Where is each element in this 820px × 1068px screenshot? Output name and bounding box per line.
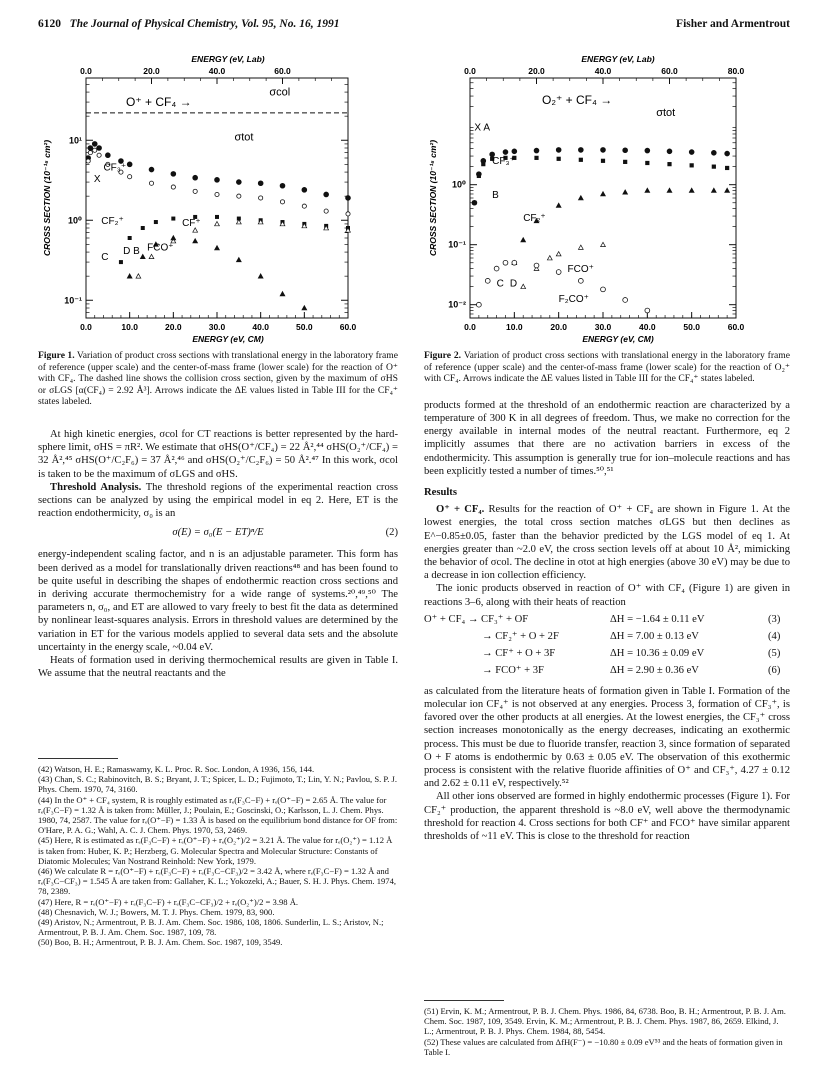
- fig1-label-x: X: [93, 174, 101, 186]
- data-point: [645, 308, 650, 313]
- fig1-reaction-label: O⁺ + CF₄ →: [126, 95, 192, 109]
- x2-tick-label: 20.0: [528, 66, 545, 76]
- fig1-y-axis-label: CROSS SECTION (10⁻¹⁶ cm²): [42, 139, 52, 257]
- fig1-label-sigma-col: σcol: [269, 86, 291, 99]
- fig1-data-marks: [86, 113, 351, 310]
- fig2-y-tick-labels: [448, 180, 466, 310]
- data-point: [623, 148, 628, 153]
- data-point: [485, 278, 490, 283]
- data-point: [472, 201, 476, 205]
- x2-tick-label: 0.0: [80, 66, 92, 76]
- reaction-equation: O⁺ + CF₄ → CF₃⁺ + OF: [424, 613, 529, 625]
- x-tick-label: 0.0: [80, 322, 92, 332]
- x-tick-label: 20.0: [165, 322, 182, 332]
- fig1-label-cf3: CF₃⁺: [103, 162, 127, 174]
- equation-2-formula: σ(E) = σ₀(E − ET)ⁿ/E: [172, 527, 264, 539]
- reaction-number: (4): [768, 630, 781, 642]
- fig1-top-axis-label: ENERGY (eV, Lab): [191, 54, 265, 64]
- paragraph-threshold: [38, 481, 398, 521]
- data-point: [149, 181, 153, 185]
- reaction-row: [424, 613, 790, 630]
- figure-1-plot: [38, 50, 400, 346]
- right-column: [424, 350, 790, 843]
- data-point: [512, 149, 517, 154]
- data-point: [725, 151, 730, 156]
- reaction-enthalpy: ΔH = 7.00 ± 0.13 eV: [610, 630, 699, 642]
- data-point: [280, 292, 285, 296]
- threshold-heading: Threshold Analysis.: [50, 481, 142, 493]
- journal-citation: The Journal of Physical Chemistry, Vol. 95, No. 16, 1991: [69, 18, 340, 30]
- data-point: [280, 200, 284, 204]
- reaction-enthalpy: ΔH = −1.64 ± 0.11 eV: [610, 613, 705, 625]
- data-point: [302, 204, 306, 208]
- right-footnote-rule: [424, 1000, 504, 1001]
- header-authors: Fisher and Armentrout: [676, 18, 790, 30]
- data-point: [578, 278, 583, 283]
- data-point: [556, 270, 561, 275]
- data-point: [88, 151, 92, 155]
- data-point: [521, 284, 526, 288]
- fig2-label-c: C: [496, 278, 504, 290]
- data-point: [86, 159, 90, 163]
- data-point: [689, 188, 694, 192]
- x-tick-label: 60.0: [727, 322, 745, 332]
- data-point: [556, 148, 561, 153]
- data-point: [171, 185, 175, 189]
- figure-2-plot: [424, 50, 790, 346]
- data-point: [140, 254, 145, 258]
- x-tick-label: 30.0: [208, 322, 226, 332]
- reaction-row: [424, 647, 790, 664]
- data-point: [92, 142, 97, 147]
- y-tick-label: 10⁻²: [448, 299, 466, 310]
- data-point: [259, 196, 263, 200]
- fig1-label-c: C: [101, 251, 109, 263]
- reaction-row: [424, 664, 790, 681]
- fig2-label-cf3: CF₃⁺: [492, 156, 515, 168]
- data-point: [324, 209, 328, 213]
- fig1-caption-text: Variation of product cross sections with translational energy in the laboratory frame of reference (upper scale) and the center-of-mass frame (lower scale) for the reaction of O⁺ with CF₄. The dashed line shows the collision cross section, given by the maximum of σHS or σLGS [α(CF₄) = 2.92 Å³]. Arrows indicate the ΔE values listed in Table III for the CF₄⁺ states labeled.: [38, 350, 398, 408]
- x2-tick-label: 40.0: [594, 66, 612, 76]
- x-tick-label: 40.0: [252, 322, 269, 332]
- data-point: [236, 180, 241, 185]
- x-tick-label: 60.0: [339, 322, 357, 332]
- data-point: [127, 162, 132, 167]
- data-point: [601, 148, 606, 153]
- y-tick-label: 10⁻¹: [448, 239, 466, 250]
- data-point: [93, 148, 97, 152]
- data-point: [324, 192, 329, 197]
- data-point: [127, 274, 132, 278]
- data-point: [215, 222, 220, 226]
- data-point: [302, 187, 307, 192]
- fig2-y-axis-label: CROSS SECTION (10⁻¹⁶ cm²): [428, 139, 438, 257]
- fig2-label-d: D: [509, 278, 518, 290]
- fig2-label-cf2: CF₂⁺: [523, 212, 546, 224]
- paragraph-endothermic: All other ions observed are formed in highly endothermic processes (Figure 1). For CF₂⁺ production, the apparent threshold is ~8.0 eV, well above the thermodynamic threshold for reaction 4. Cross sections for both CF⁺ and FCO⁺ have similar apparent thresholds of ~11 eV. This is close to the threshold for reaction: [424, 791, 790, 843]
- data-point: [171, 171, 176, 176]
- data-point: [547, 256, 552, 260]
- page-number: 6120: [38, 18, 61, 30]
- paragraph-model: energy-independent scaling factor, and n is an adjustable parameter. This form has been derived as a model for translationally driven reactions⁴⁸ and has been found to be quite useful in describing the shapes of endothermic reaction cross sections and in deriving accurate thermochemistry for a wide range of systems.²⁰,⁴⁹,⁵⁰ The parameters n, σ₀, and ET are allowed to vary freely to best fit the data as determined by nonlinear least-squares analysis. Errors in threshold values are determined by the variation in ET for the various models applied to several data sets and the absolute uncertainty in the energy scale, ~0.04 eV.: [38, 549, 398, 653]
- data-point: [556, 203, 561, 207]
- x-tick-label: 50.0: [683, 322, 700, 332]
- data-point: [476, 302, 481, 307]
- fig2-label-b: B: [492, 190, 499, 201]
- x-tick-label: 10.0: [121, 322, 138, 332]
- fig1-ticks: [86, 78, 348, 318]
- x-tick-label: 10.0: [506, 322, 523, 332]
- fig2-reaction-label: O₂⁺ + CF₄ →: [542, 93, 613, 107]
- data-point: [534, 156, 538, 160]
- data-point: [258, 181, 263, 186]
- x-tick-label: 50.0: [296, 322, 313, 332]
- left-reference: (45) Here, R is estimated as rₑ(F₃C−F) + rₑ(O⁺−F) + rₑ(O₂⁺)/2 = 3.21 Å. The value for rₑ(O₂⁺) = 1.12 Å is taken from: Huber, K. P.; Herzberg, G. Molecular Spectra and Molecular Structure: Constants of Diatomic Molecules; Van Nostrand Reinhold: New York, 1979.: [38, 835, 393, 866]
- data-point: [578, 148, 583, 153]
- paragraph-formation: as calculated from the literature heats of formation given in Table I. Formation of the molecular ion CF₄⁺ is not observed at any energies. Process 3, formation of CF₃⁺, is favored over the other products at all energies. At the lowest energies, the CF₃⁺ cross section increases monotonically as the energy decreases, indicating an exothermic process. This must be due to fluoride transfer, reaction 3, since formation of separated O + F atoms is endothermic by 0.63 ± 0.05 eV. The observation of this exothermic process is consistent with the relative fluoride affinities of O⁺ and CF₃⁺, 4.27 ± 0.12 and 2.62 ± 0.11 eV, respectively.⁵²: [424, 685, 790, 790]
- data-point: [725, 188, 730, 192]
- data-point: [645, 148, 650, 153]
- fig2-top-tick-labels: [464, 66, 744, 76]
- fig2-label-f2co: F₂CO⁺: [558, 294, 589, 306]
- data-point: [623, 160, 627, 164]
- data-point: [503, 260, 508, 265]
- data-point: [141, 226, 145, 230]
- fig1-bottom-axis-label: ENERGY (eV, CM): [192, 334, 264, 344]
- data-point: [521, 238, 526, 242]
- reaction-number: (3): [768, 613, 781, 625]
- results-text: Results for the reaction of O⁺ + CF₄ are shown in Figure 1. At the lowest energies, the total cross section matches σLGS but then declines as E^−0.85±0.05, faster than the behavior predicted by the LGS model of eq 1. At energies greater than ~2.0 eV, the cross section levels off at about 10 Å², mimicking the behavior of σcol. The decline in σtot at high energies (above 30 eV) may be due to a decrease in ion collection efficiency.: [424, 504, 790, 582]
- fig2-label-sigma-tot: σtot: [656, 106, 676, 119]
- fig2-caption-title: Figure 2.: [424, 350, 462, 361]
- data-point: [193, 175, 198, 180]
- paragraph-hard-sphere: At high kinetic energies, σcol for CT reactions is better represented by the hard-sphere limit, σHS = πR². We estimate that σHS(O⁺/CF₄) = 22 Å²,⁴⁴ σHS(O₂⁺/CF₄) = 32 Å²,⁴⁵ σHS(O⁺/C₂F₆) = 37 Å²,⁴⁶ and σHS(O₂⁺/C₂F₆) = 50 Å².⁴⁷ In this work, σcol is taken to be the maximum of σLGS and σHS.: [38, 428, 398, 480]
- reaction-equation: → FCO⁺ + 3F: [482, 664, 544, 676]
- data-point: [136, 274, 141, 278]
- fig2-top-axis-label: ENERGY (eV, Lab): [581, 54, 655, 64]
- left-reference: (48) Chesnavich, W. J.; Bowers, M. T. J. Phys. Chem. 1979, 83, 900.: [38, 906, 275, 917]
- x2-tick-label: 60.0: [274, 66, 291, 76]
- data-point: [494, 266, 499, 271]
- fig2-bottom-tick-labels: [464, 322, 744, 332]
- data-point: [128, 236, 132, 240]
- fig1-top-tick-labels: [80, 66, 291, 76]
- data-point: [258, 274, 263, 278]
- left-reference: (44) In the O⁺ + CF₄ system, R is roughly estimated as rₑ(F₃C−F) + rₑ(O⁺−F) = 2.65 Å. The value for rₑ(F₃C−F) = 1.32 Å is taken from: Müller, J.; Poulain, E.; Goscinski, O.; Karlsson, L. J. Chem. Phys. 1980, 74, 2587. The value for rₑ(O⁺−F) = 1.33 Å is based on the equilibrium bond distance for OF from: O'Hare, P. A. G.; Wahl, A. C. J. Chem. Phys. 1970, 53, 2469.: [38, 794, 398, 836]
- data-point: [88, 146, 93, 151]
- x-tick-label: 40.0: [639, 322, 656, 332]
- data-point: [149, 167, 154, 172]
- running-header: [38, 18, 790, 34]
- fig2-label-xa: X A: [474, 122, 491, 134]
- data-point: [237, 194, 241, 198]
- data-point: [119, 260, 123, 264]
- data-point: [280, 183, 285, 188]
- data-point: [215, 215, 219, 219]
- y-tick-label: 10¹: [68, 135, 82, 146]
- threshold-text: The threshold regions of the experimental reaction cross sections can be analyzed by using the empirical model in eq 2. Here, ET is the reaction endothermicity, σ₀ is an: [38, 481, 398, 520]
- results-heading: Results: [424, 487, 457, 498]
- data-point: [193, 189, 197, 193]
- data-point: [711, 150, 716, 155]
- reaction-row: [424, 630, 790, 647]
- data-point: [711, 188, 716, 192]
- y-tick-label: 10⁰: [68, 215, 82, 226]
- reaction-list: [424, 613, 790, 681]
- fig2-bottom-axis-label: ENERGY (eV, CM): [582, 334, 654, 344]
- data-point: [215, 192, 219, 196]
- left-reference: (43) Chan, S. C.; Rabinovitch, B. S.; Bryant, J. T.; Spicer, L. D.; Fujimoto, T.; Lin, Y. N.; Pavlou, S. P. J. Phys. Chem. 1970, 74, 3160.: [38, 774, 398, 795]
- fig1-bottom-tick-labels: [80, 322, 356, 332]
- fig1-label-cf: CF⁺: [182, 217, 201, 229]
- data-point: [579, 158, 583, 162]
- reaction-enthalpy: ΔH = 10.36 ± 0.09 eV: [610, 647, 705, 659]
- figure-1-caption: [38, 350, 398, 408]
- reaction-equation: → CF₂⁺ + O + 2F: [482, 630, 559, 642]
- left-reference: (50) Boo, B. H.; Armentrout, P. B. J. Am. Chem. Soc. 1987, 109, 3549.: [38, 937, 283, 948]
- data-point: [481, 162, 485, 166]
- reaction-equation: → CF⁺ + O + 3F: [482, 647, 556, 659]
- data-point: [667, 162, 671, 166]
- data-point: [690, 163, 694, 167]
- fig1-label-fco: FCO⁺: [147, 242, 174, 254]
- left-reference: (49) Aristov, N.; Armentrout, P. B. J. Am. Chem. Soc. 1986, 108, 1806. Sunderlin, L. S.; Aristov, N.; Armentrout, P. B. J. Am. Chem. Soc. 1987, 109, 78.: [38, 917, 384, 938]
- data-point: [512, 260, 517, 265]
- paragraph-ionic-products: The ionic products observed in reaction of O⁺ with CF₄ (Figure 1) are given in reactions 3–6, along with their heats of reaction: [424, 583, 790, 608]
- data-point: [534, 148, 539, 153]
- paragraph-products: products formed at the threshold of an endothermic reaction are characterized by a temperature of 300 K in all degrees of freedom. Thus, we make no correction for the energy available in internal modes of the neutral reactant. Furthermore, eq 2 implicitly assumes that there are no activation barriers in excess of the endothermicity. This assumption is generally true for ion–molecule reactions and has been explicitly tested a number of times.⁵⁰,⁵¹: [424, 399, 790, 477]
- fig1-y-tick-labels: [64, 135, 82, 305]
- right-reference: (52) These values are calculated from ΔfH(F⁻) = −10.80 ± 0.09 eV⁵³ and the heats of formation given in Table I.: [424, 1036, 783, 1057]
- data-point: [215, 246, 220, 250]
- fig1-label-sigma-tot: σtot: [234, 131, 254, 144]
- data-point: [667, 188, 672, 192]
- data-point: [667, 149, 672, 154]
- x2-tick-label: 40.0: [208, 66, 226, 76]
- data-point: [346, 196, 351, 201]
- reaction-number: (6): [768, 664, 781, 676]
- data-point: [149, 254, 154, 258]
- data-point: [645, 161, 649, 165]
- y-tick-label: 10⁰: [452, 179, 466, 190]
- right-reference: (51) Ervin, K. M.; Armentrout, P. B. J. Chem. Phys. 1986, 84, 6738. Boo, B. H.; Armentrout, P. B. J. Am. Chem. Soc. 1987, 109, 3549. Ervin, K. M.; Armentrout, P. B. J. Chem. Phys. 1987, 86, 2659. Elkind, J. L.; Armentrout, P. B. J. Phys. Chem. 1984, 88, 5454.: [424, 1006, 786, 1037]
- reaction-enthalpy: ΔH = 2.90 ± 0.36 eV: [610, 664, 699, 676]
- data-point: [171, 217, 175, 221]
- paragraph-results: [424, 503, 790, 582]
- data-point: [154, 220, 158, 224]
- fig1-label-d: D: [123, 245, 131, 257]
- fig1-frame: [86, 78, 348, 318]
- left-column: [38, 350, 398, 680]
- figure-2-caption: [424, 350, 790, 385]
- left-reference: (46) We calculate R = rₑ(O⁺−F) + rₑ(F₃C−F) + rₑ(F₃C−CF₃)/2 = 3.42 Å, where rₑ(F₃C−F) = 1.32 Å and rₑ(F₃C−CF₃) = 1.545 Å are taken from: Gallaher, K. L.; Yokozeki, A.; Bauer, S. H. J. Phys. Chem. 1974, 78, 2389.: [38, 866, 397, 897]
- fig2-label-fco: FCO⁺: [567, 264, 594, 276]
- paragraph-heats: Heats of formation used in deriving thermochemical results are given in Table I. We assume that the neutral reactants and the: [38, 655, 398, 680]
- data-point: [601, 192, 606, 196]
- fig1-label-cf2: CF₂⁺: [101, 215, 124, 227]
- data-point: [557, 157, 561, 161]
- data-point: [623, 190, 628, 194]
- data-point: [128, 175, 132, 179]
- left-references: [38, 764, 398, 948]
- left-footnote-rule: [38, 758, 118, 759]
- data-point: [302, 306, 307, 310]
- data-point: [97, 146, 102, 151]
- fig2-caption-text: Variation of product cross sections with translational energy in the laboratory frame of reference (upper scale) and the center-of-mass frame (lower scale) for the reaction of O₂⁺ with CF₄. Arrows indicate the ΔE values listed in Table III for the CF₄⁺ states labeled.: [424, 350, 790, 385]
- data-point: [236, 257, 241, 261]
- data-point: [215, 177, 220, 182]
- right-references: [424, 1006, 790, 1057]
- data-point: [193, 239, 198, 243]
- results-lead: O⁺ + CF₄.: [436, 504, 485, 516]
- x-tick-label: 0.0: [464, 322, 476, 332]
- data-point: [601, 242, 606, 246]
- x2-tick-label: 80.0: [727, 66, 745, 76]
- data-point: [346, 212, 350, 216]
- fig1-label-b: B: [133, 245, 140, 257]
- data-point: [645, 188, 650, 192]
- data-point: [477, 174, 481, 178]
- data-point: [503, 150, 508, 155]
- data-point: [712, 165, 716, 169]
- left-reference: (47) Here, R = rₑ(O⁺−F) + rₑ(F₃C−F) + rₑ(F₃C−CF₃)/2 + rₑ(O₂⁺)/2 = 3.98 Å.: [38, 896, 299, 907]
- data-point: [105, 153, 110, 158]
- left-reference: (42) Watson, H. E.; Ramaswamy, K. L. Proc. R. Soc. London, A 1936, 156, 144.: [38, 764, 315, 774]
- data-point: [578, 196, 583, 200]
- y-tick-label: 10⁻¹: [64, 295, 82, 306]
- fig1-caption-title: Figure 1.: [38, 350, 75, 361]
- data-point: [171, 236, 176, 240]
- reaction-number: (5): [768, 647, 781, 659]
- x2-tick-label: 20.0: [143, 66, 160, 76]
- x2-tick-label: 0.0: [464, 66, 476, 76]
- data-point: [601, 159, 605, 163]
- x-tick-label: 20.0: [550, 322, 567, 332]
- header-left: [38, 18, 339, 30]
- data-point: [534, 263, 539, 268]
- data-point: [97, 153, 101, 157]
- x-tick-label: 30.0: [594, 322, 612, 332]
- data-point: [623, 298, 628, 303]
- data-point: [578, 245, 583, 249]
- x2-tick-label: 60.0: [661, 66, 678, 76]
- equation-2-number: (2): [385, 527, 398, 539]
- data-point: [556, 252, 561, 256]
- data-point: [689, 150, 694, 155]
- data-point: [725, 166, 729, 170]
- data-point: [601, 287, 606, 292]
- equation-2: [38, 526, 398, 542]
